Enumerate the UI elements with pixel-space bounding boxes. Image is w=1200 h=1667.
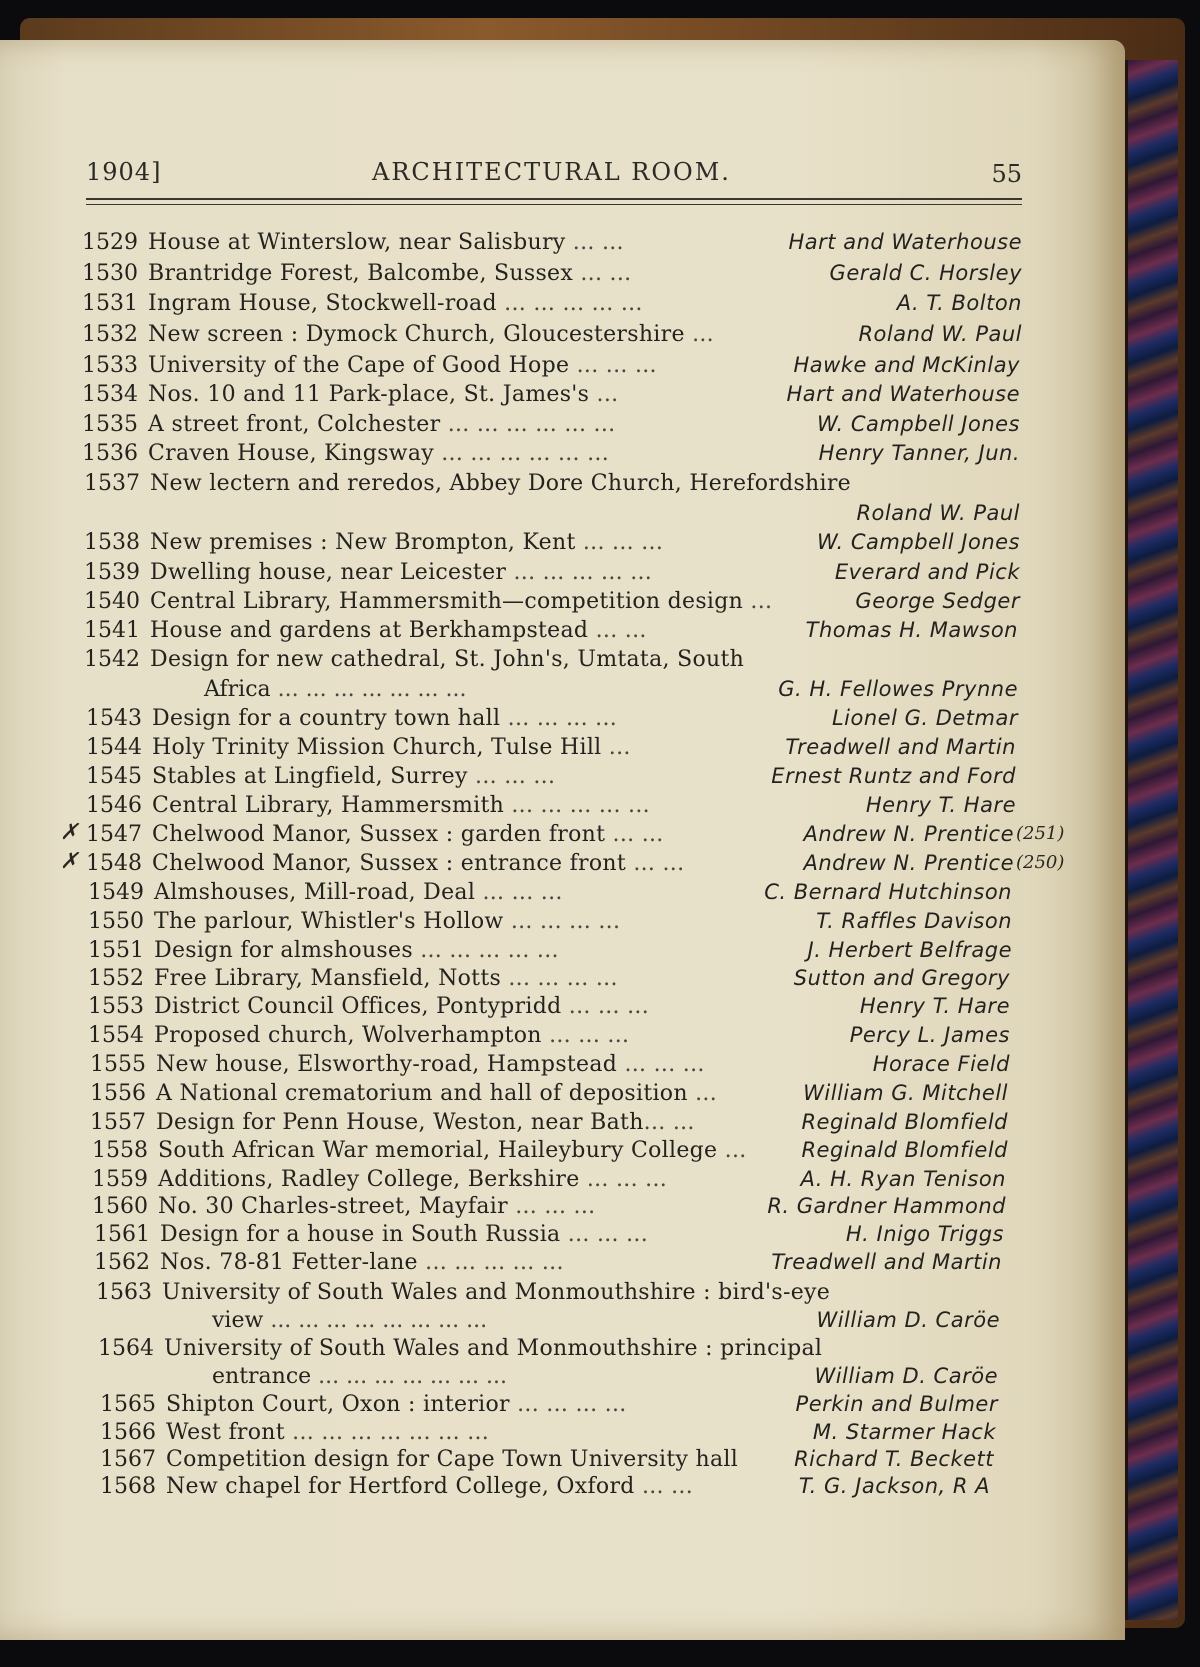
entry-number: 1548: [86, 851, 142, 876]
entry-artist: Perkin and Bulmer: [795, 1392, 998, 1416]
handwritten-note: (251): [1016, 823, 1065, 844]
entry-title-text: Craven House, Kingsway: [148, 441, 434, 466]
header-year: 1904]: [86, 158, 162, 186]
entry-artist: Reginald Blomfield: [801, 1110, 1008, 1134]
entry-title: [148, 291, 643, 316]
catalogue-entry: [82, 412, 1030, 442]
entry-title: [152, 764, 555, 789]
leader-dots: ... ... ...: [541, 1023, 630, 1048]
leader-dots: ... ... ... ...: [501, 966, 618, 991]
entry-title: [160, 1222, 648, 1247]
entry-number: 1550: [88, 909, 144, 934]
handwritten-note: (250): [1016, 852, 1065, 873]
entry-title: [148, 382, 618, 407]
entry-title-text: Brantridge Forest, Balcombe, Sussex: [148, 261, 574, 286]
entry-title: [148, 412, 615, 437]
entry-title-text: University of South Wales and Monmouthshire : bird's-eye: [162, 1280, 831, 1305]
catalogue-entry: [94, 1222, 1030, 1252]
entry-title-text: Dwelling house, near Leicester: [150, 560, 507, 585]
leader-dots: ...: [684, 322, 714, 347]
catalogue-entry: [86, 793, 1030, 823]
leader-dots: ... ... ...: [575, 530, 664, 555]
entry-number: 1538: [84, 530, 140, 555]
entry-title-text: West front: [166, 1420, 285, 1445]
entry-number: 1542: [84, 647, 140, 672]
entry-title: [158, 1167, 667, 1192]
leader-dots: ... ... ...: [475, 880, 563, 905]
entry-title-continuation: [212, 1364, 507, 1389]
catalogue-entry: [90, 1052, 1030, 1082]
entry-title: [154, 994, 649, 1019]
catalogue-entry: [82, 261, 1030, 291]
entry-artist: G. H. Fellowes Prynne: [778, 677, 1018, 701]
entry-artist: H. Inigo Triggs: [845, 1222, 1004, 1246]
entry-number: 1547: [86, 822, 142, 847]
catalogue-entry: [92, 1194, 1030, 1224]
leader-dots: ... ...: [605, 822, 664, 847]
leader-dots: ... ... ... ...: [500, 706, 618, 731]
entry-title-text: Free Library, Mansfield, Notts: [154, 966, 502, 991]
entry-number: 1565: [100, 1392, 156, 1417]
entry-number: 1537: [84, 471, 140, 496]
leader-dots: ... ...: [565, 230, 624, 255]
entry-title: [152, 735, 631, 760]
entry-title: [148, 441, 609, 466]
leader-dots: ... ... ... ... ... ... ... ...: [263, 1308, 488, 1333]
entry-number: 1534: [82, 382, 138, 407]
catalogue-entry: [84, 589, 1030, 619]
entry-number: 1532: [82, 322, 138, 347]
entry-title: [156, 1052, 705, 1077]
entry-title-text: Ingram House, Stockwell-road: [148, 291, 497, 316]
leader-dots: ... ... ... ...: [503, 909, 621, 934]
entry-title: [162, 1280, 830, 1305]
catalogue-entry: [92, 1167, 1030, 1197]
entry-title: [154, 966, 618, 991]
entry-title: [166, 1474, 693, 1499]
entry-artist: Roland W. Paul: [858, 322, 1022, 346]
entry-title-text: The parlour, Whistler's Hollow: [154, 909, 504, 934]
entry-title-text: Design for new cathedral, St. John's, Umtata, South: [150, 647, 745, 672]
leader-dots: ... ... ... ... ...: [417, 1250, 564, 1275]
entry-number: 1540: [84, 589, 140, 614]
entry-artist: Reginald Blomfield: [801, 1138, 1008, 1162]
entry-title-text: House at Winterslow, near Salisbury: [148, 230, 566, 255]
entry-title-text: Design for a country town hall: [152, 706, 501, 731]
entry-title: [150, 471, 851, 496]
entry-title: [152, 851, 684, 876]
entry-title-text: Proposed church, Wolverhampton: [154, 1023, 542, 1048]
leader-dots: ... ... ... ... ... ...: [433, 441, 610, 466]
catalogue-entry: [82, 291, 1030, 321]
entry-number: 1558: [92, 1138, 148, 1163]
leader-dots: ... ...: [626, 851, 685, 876]
entry-number: 1559: [92, 1167, 148, 1192]
entry-artist: Henry Tanner, Jun.: [818, 441, 1020, 465]
entry-title-text: Stables at Lingfield, Surrey: [152, 764, 468, 789]
entry-artist: Hart and Waterhouse: [788, 230, 1022, 254]
leader-dots: ... ... ... ... ...: [504, 793, 650, 818]
entry-artist: T. G. Jackson, R A: [798, 1474, 990, 1498]
catalogue-entry: [92, 1138, 1030, 1168]
entry-title: [152, 793, 650, 818]
entry-number: 1553: [88, 994, 144, 1019]
entry-artist: Richard T. Beckett: [794, 1447, 994, 1471]
leader-dots: ... ... ... ... ...: [506, 560, 653, 585]
entry-artist: William D. Caröe: [816, 1308, 1000, 1332]
catalogue-entry: [82, 382, 1030, 412]
leader-dots: ... ... ... ... ...: [496, 291, 643, 316]
entry-title: [150, 589, 772, 614]
entry-number: 1556: [90, 1081, 146, 1106]
entry-number: 1546: [86, 793, 142, 818]
entry-artist: Treadwell and Martin: [785, 735, 1016, 759]
entry-artist: George Sedger: [855, 589, 1020, 613]
entry-title: [148, 322, 714, 347]
entry-artist: William D. Caröe: [814, 1364, 998, 1388]
entry-artist: J. Herbert Belfrage: [807, 938, 1012, 962]
entry-title: [152, 822, 664, 847]
entry-title-text: New house, Elsworthy-road, Hampstead: [156, 1052, 618, 1077]
leader-dots: ... ... ...: [561, 994, 650, 1019]
continuation-text: entrance: [212, 1364, 312, 1389]
marbled-page-edge: [1125, 60, 1178, 1620]
entry-artist: R. Gardner Hammond: [767, 1194, 1006, 1218]
catalogue-entry: [86, 735, 1030, 765]
entry-number: 1552: [88, 966, 144, 991]
entry-number: 1554: [88, 1023, 144, 1048]
catalogue-entry: [88, 994, 1030, 1024]
entry-title: [166, 1447, 738, 1472]
catalogue-list: [0, 40, 1125, 1640]
entry-title-text: Competition design for Cape Town University hall: [166, 1447, 739, 1472]
catalogue-entry: [98, 1336, 1030, 1366]
catalogue-entry: [86, 822, 1030, 852]
page-number: 55: [991, 160, 1022, 188]
catalogue-entry: [84, 618, 1030, 648]
leader-dots: ... ... ... ... ... ... ...: [284, 1420, 490, 1445]
entry-title-text: Chelwood Manor, Sussex : garden front: [152, 822, 606, 847]
entry-artist: Gerald C. Horsley: [829, 261, 1022, 285]
catalogue-entry: [84, 560, 1030, 590]
entry-artist: Lionel G. Detmar: [831, 706, 1018, 730]
leader-dots: ...: [601, 735, 631, 760]
leader-dots: ...: [589, 382, 619, 407]
leader-dots: ... ... ... ... ... ...: [440, 412, 616, 437]
entry-title: [150, 618, 647, 643]
entry-title-text: Holy Trinity Mission Church, Tulse Hill: [152, 735, 602, 760]
catalogue-entry: [100, 1392, 1030, 1422]
entry-artist: A. T. Bolton: [896, 291, 1022, 315]
entry-title-text: South African War memorial, Haileybury College: [158, 1138, 718, 1163]
entry-title-continuation: [212, 1308, 487, 1333]
entry-artist: Andrew N. Prentice: [803, 851, 1014, 875]
handwritten-mark: ✗: [60, 849, 79, 874]
entry-number: 1561: [94, 1222, 150, 1247]
leader-dots: ... ...: [643, 1110, 695, 1135]
leader-dots: ... ... ... ... ... ... ...: [270, 677, 467, 702]
entry-number: 1566: [100, 1420, 156, 1445]
entry-title: [166, 1420, 489, 1445]
entry-artist: Hart and Waterhouse: [786, 382, 1020, 406]
catalogue-entry: [96, 1280, 1030, 1310]
entry-artist: Sutton and Gregory: [793, 966, 1010, 990]
entry-title: [156, 1110, 695, 1135]
entry-title-text: Nos. 78-81 Fetter-lane: [160, 1250, 418, 1275]
leader-dots: ... ... ...: [569, 353, 657, 378]
entry-number: 1535: [82, 412, 138, 437]
entry-number: 1541: [84, 618, 140, 643]
entry-title-text: University of South Wales and Monmouthshire : principal: [164, 1336, 823, 1361]
entry-number: 1560: [92, 1194, 148, 1219]
entry-title-text: Shipton Court, Oxon : interior: [166, 1392, 510, 1417]
entry-title: [156, 1081, 717, 1106]
leader-dots: ... ... ... ... ... ... ...: [311, 1364, 507, 1389]
leader-dots: ... ...: [573, 261, 632, 286]
catalogue-entry: [88, 938, 1030, 968]
catalogue-entry: [84, 647, 1030, 677]
entry-artist: Horace Field: [872, 1052, 1010, 1076]
entry-artist: Ernest Runtz and Ford: [771, 764, 1016, 788]
entry-artist: William G. Mitchell: [803, 1081, 1008, 1105]
entry-number: 1555: [90, 1052, 146, 1077]
leader-dots: ... ... ...: [579, 1167, 668, 1192]
entry-title: [158, 1194, 595, 1219]
entry-number: 1545: [86, 764, 142, 789]
continuation-text: view: [212, 1308, 264, 1333]
catalogue-entry: [82, 353, 1030, 383]
entry-title: [154, 909, 620, 934]
entry-title-text: Design for Penn House, Weston, near Bath: [156, 1110, 644, 1135]
entry-title: [150, 560, 652, 585]
entry-artist: Henry T. Hare: [859, 994, 1010, 1018]
entry-title-text: Additions, Radley College, Berkshire: [158, 1167, 580, 1192]
continuation-text: Africa: [204, 677, 271, 702]
catalogue-entry: [100, 1420, 1030, 1450]
catalogue-entry: [82, 441, 1030, 471]
catalogue-entry: [84, 530, 1030, 560]
entry-title-text: Central Library, Hammersmith—competition design: [150, 589, 744, 614]
catalogue-entry: [88, 880, 1030, 910]
entry-title: [154, 1023, 629, 1048]
catalogue-entry: [94, 1250, 1030, 1280]
entry-title-text: New chapel for Hertford College, Oxford: [166, 1474, 635, 1499]
catalogue-entry: [100, 1474, 1030, 1504]
entry-title-text: University of the Cape of Good Hope: [148, 353, 570, 378]
entry-number: 1530: [82, 261, 138, 286]
catalogue-entry: [82, 230, 1030, 260]
entry-number: 1557: [90, 1110, 146, 1135]
entry-title: [150, 647, 744, 672]
catalogue-entry: [86, 764, 1030, 794]
leader-dots: ...: [743, 589, 773, 614]
leader-dots: ... ... ... ...: [509, 1392, 627, 1417]
page-sheet: [0, 40, 1125, 1640]
entry-number: 1564: [98, 1336, 154, 1361]
leader-dots: ... ... ...: [560, 1222, 649, 1247]
leader-dots: ...: [687, 1081, 718, 1106]
entry-artist: C. Bernard Hutchinson: [764, 880, 1012, 904]
entry-title: [148, 261, 631, 286]
catalogue-entry: [86, 851, 1030, 881]
entry-artist: Percy L. James: [849, 1023, 1010, 1047]
entry-title-text: Chelwood Manor, Sussex : entrance front: [152, 851, 627, 876]
entry-number: 1536: [82, 441, 138, 466]
entry-title-text: A National crematorium and hall of deposition: [156, 1081, 688, 1106]
entry-number: 1568: [100, 1474, 156, 1499]
entry-title-text: District Council Offices, Pontypridd: [154, 994, 562, 1019]
entry-title-text: Design for a house in South Russia: [160, 1222, 561, 1247]
entry-title-text: House and gardens at Berkhampstead: [150, 618, 589, 643]
entry-number: 1533: [82, 353, 138, 378]
catalogue-entry: [88, 909, 1030, 939]
entry-artist: Roland W. Paul: [856, 501, 1020, 525]
leader-dots: ...: [717, 1138, 747, 1163]
entry-number: 1544: [86, 735, 142, 760]
entry-artist: Henry T. Hare: [865, 793, 1016, 817]
entry-title: [164, 1336, 822, 1361]
leader-dots: ... ... ... ... ...: [412, 938, 559, 963]
entry-artist: W. Campbell Jones: [816, 530, 1020, 554]
entry-artist: A. H. Ryan Tenison: [800, 1167, 1006, 1191]
entry-number: 1567: [100, 1447, 156, 1472]
leader-dots: ... ...: [588, 618, 647, 643]
entry-title: [148, 230, 624, 255]
catalogue-entry: [84, 471, 1030, 501]
handwritten-mark: ✗: [60, 820, 79, 845]
entry-title-text: New premises : New Brompton, Kent: [150, 530, 576, 555]
entry-title: [148, 353, 657, 378]
header-title: ARCHITECTURAL ROOM.: [372, 158, 731, 186]
leader-dots: ... ... ...: [467, 764, 556, 789]
entry-title: [160, 1250, 564, 1275]
entry-title-text: A street front, Colchester: [148, 412, 441, 437]
leader-dots: ... ... ...: [617, 1052, 705, 1077]
entry-title: [158, 1138, 747, 1163]
entry-number: 1529: [82, 230, 138, 255]
leader-dots: ... ...: [634, 1474, 694, 1499]
entry-number: 1549: [88, 880, 144, 905]
catalogue-entry: [90, 1081, 1030, 1111]
entry-number: 1551: [88, 938, 144, 963]
entry-title-text: Nos. 10 and 11 Park-place, St. James's: [148, 382, 590, 407]
entry-title: [154, 938, 559, 963]
entry-number: 1562: [94, 1250, 150, 1275]
entry-title: [152, 706, 617, 731]
entry-title-text: Design for almshouses: [154, 938, 413, 963]
entry-number: 1539: [84, 560, 140, 585]
entry-title-text: Almshouses, Mill-road, Deal: [154, 880, 476, 905]
entry-title: [154, 880, 563, 905]
entry-artist: Andrew N. Prentice: [803, 822, 1014, 846]
entry-number: 1531: [82, 291, 138, 316]
leader-dots: ... ... ...: [507, 1194, 596, 1219]
entry-artist: M. Starmer Hack: [812, 1420, 996, 1444]
entry-artist: W. Campbell Jones: [816, 412, 1020, 436]
catalogue-entry: [88, 1023, 1030, 1053]
entry-artist: Thomas H. Mawson: [805, 618, 1018, 642]
entry-artist: Everard and Pick: [834, 560, 1020, 584]
entry-number: 1563: [96, 1280, 152, 1305]
catalogue-entry: [88, 966, 1030, 996]
entry-title-text: New screen : Dymock Church, Gloucestershire: [148, 322, 685, 347]
catalogue-entry: [100, 1447, 1030, 1477]
entry-title-text: Central Library, Hammersmith: [152, 793, 505, 818]
entry-title-text: No. 30 Charles-street, Mayfair: [158, 1194, 508, 1219]
entry-title: [166, 1392, 627, 1417]
entry-title-continuation: [204, 677, 466, 702]
entry-title: [150, 530, 663, 555]
entry-artist: Treadwell and Martin: [771, 1250, 1002, 1274]
catalogue-entry: [82, 322, 1030, 352]
catalogue-entry: [86, 706, 1030, 736]
entry-number: 1543: [86, 706, 142, 731]
entry-artist: T. Raffles Davison: [816, 909, 1012, 933]
entry-artist: Hawke and McKinlay: [793, 353, 1020, 377]
entry-title-text: New lectern and reredos, Abbey Dore Church, Herefordshire: [150, 471, 851, 496]
catalogue-entry: [90, 1110, 1030, 1140]
